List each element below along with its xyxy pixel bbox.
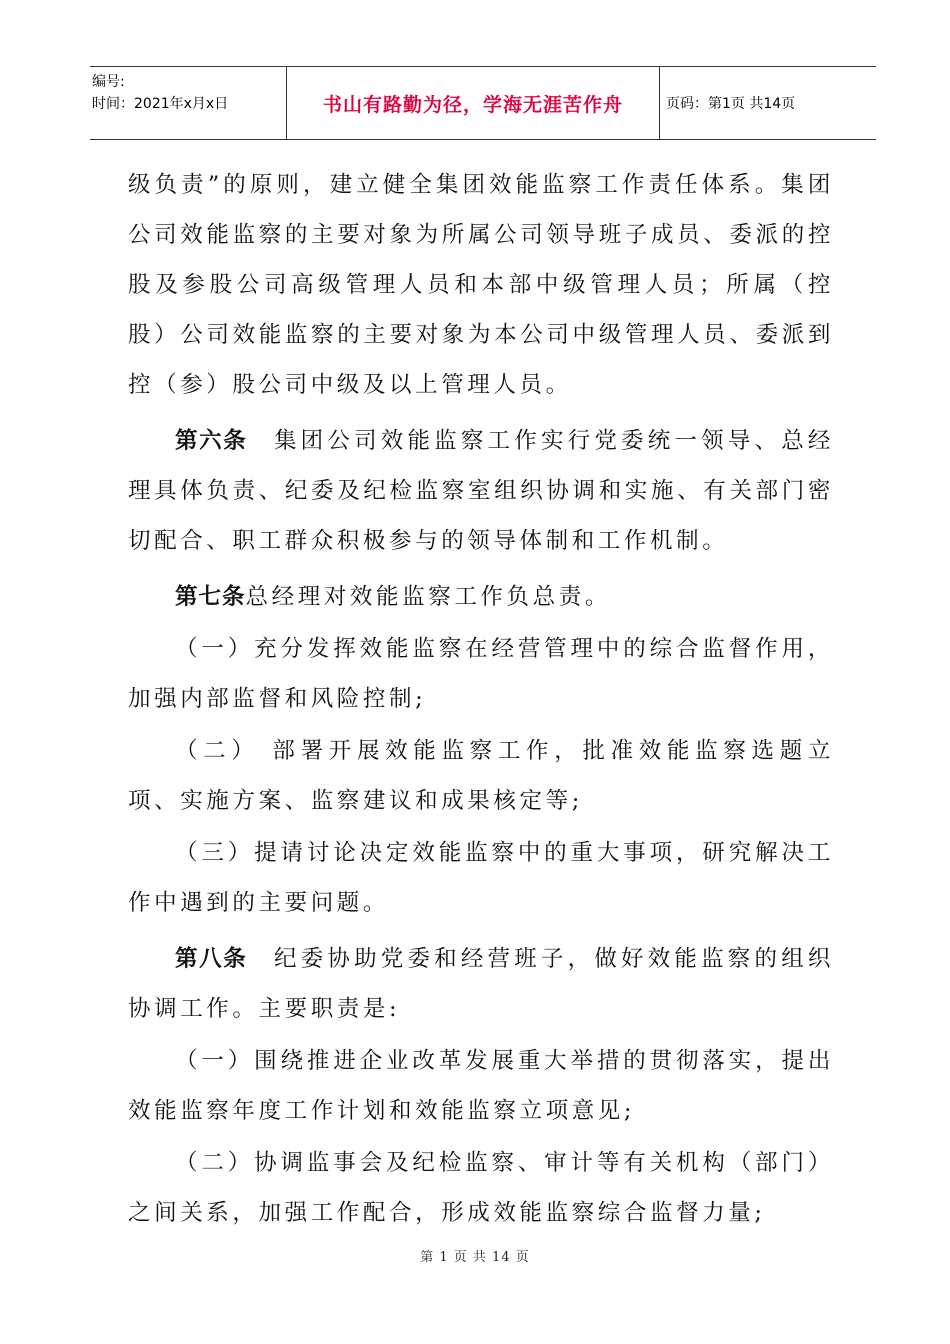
paragraph-2 <box>128 416 834 566</box>
paragraph-7 <box>128 934 834 1034</box>
document-body <box>128 160 834 1238</box>
paragraph-text: 级负责”的原则，建立健全集团效能监察工作责任体系。集团公司效能监察的主要对象为所属公司领导班子成员、委派的控股及参股公司高级管理人员和本部中级管理人员；所属（控股）公司效能监察的主要对象为本公司中级管理人员、委派到控（参）股公司中级及以上管理人员。 <box>128 172 834 398</box>
header-page-info: 页码：第1页 共14页 <box>666 96 796 112</box>
paragraph-text: （三）提请讨论决定效能监察中的重大事项，研究解决工作中遇到的主要问题。 <box>128 840 834 916</box>
paragraph-3 <box>128 572 834 622</box>
header-meta <box>90 67 286 139</box>
header-motto-cell <box>286 67 660 139</box>
paragraph-9 <box>128 1138 834 1238</box>
article-heading: 第六条 <box>175 428 248 454</box>
paragraph-8 <box>128 1036 834 1136</box>
header-motto: 书山有路勤为径，学海无涯苦作舟 <box>322 93 623 116</box>
document-number-label: 编号: <box>92 74 125 90</box>
paragraph-4 <box>128 624 834 724</box>
paragraph-text: （一）围绕推进企业改革发展重大举措的贯彻落实，提出效能监察年度工作计划和效能监察立项意见; <box>128 1048 834 1124</box>
header-page-cell <box>660 67 876 139</box>
paragraph-6 <box>128 828 834 928</box>
page-header <box>90 66 876 140</box>
paragraph-text: 纪委协助党委和经营班子，做好效能监察的组织协调工作。主要职责是: <box>128 946 834 1022</box>
paragraph-5 <box>128 726 834 826</box>
paragraph-text: 集团公司效能监察工作实行党委统一领导、总经理具体负责、纪委及纪检监察室组织协调和实施、有关部门密切配合、职工群众积极参与的领导体制和工作机制。 <box>128 428 834 554</box>
article-heading: 第八条 <box>175 946 248 972</box>
paragraph-text: 总经理对效能监察工作负总责。 <box>245 584 611 610</box>
page-footer: 第 1 页 共 14 页 <box>420 1250 530 1265</box>
paragraph-text: （二）协调监事会及纪检监察、审计等有关机构（部门）之间关系，加强工作配合，形成效能监察综合监督力量; <box>128 1150 834 1226</box>
paragraph-text: （二） 部署开展效能监察工作，批准效能监察选题立项、实施方案、监察建议和成果核定等; <box>128 738 834 814</box>
paragraph-text: （一）充分发挥效能监察在经营管理中的综合监督作用，加强内部监督和风险控制; <box>128 636 834 712</box>
paragraph-1 <box>128 160 834 410</box>
document-time-label: 时间：2021年x月x日 <box>92 96 229 112</box>
article-heading: 第七条 <box>175 584 246 610</box>
